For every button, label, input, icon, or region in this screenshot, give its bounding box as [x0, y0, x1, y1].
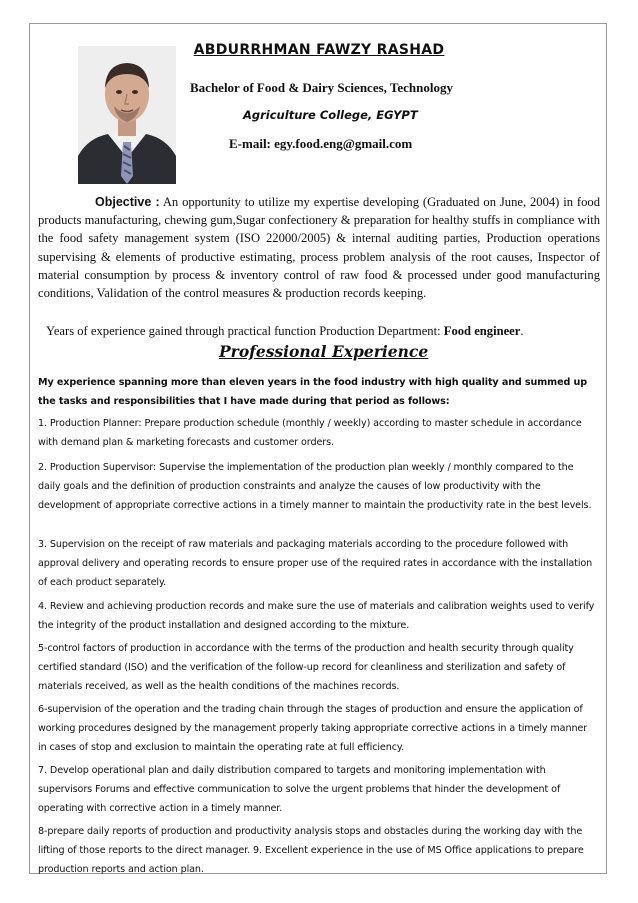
experience-intro: My experience spanning more than eleven years in the food industry with high quality and summed up the tasks and responsibilities that I have made during that period as follows: — [38, 377, 587, 407]
candidate-name: ABDURRHMAN FAWZY RASHAD — [193, 42, 445, 58]
degree-line: Bachelor of Food & Dairy Sciences, Technology — [190, 80, 454, 95]
section-title-professional-experience: Professional Experience — [219, 342, 429, 361]
objective-paragraph — [38, 193, 600, 302]
experience-item: 1. Production Planner: Prepare production schedule (monthly / weekly) according to master schedule in accordance with demand plan & marketing forecasts and customer orders. — [38, 418, 582, 448]
years-end: . — [520, 324, 524, 338]
experience-item: 2. Production Supervisor: Supervise the implementation of the production plan weekly / monthly compared to the daily goals and the definition of production constraints and analyze the causes of low productivity with the development of appropriate corrective actions in a timely manner to maintain the productivity rate in the best levels. — [38, 462, 592, 511]
experience-item: 7. Develop operational plan and daily distribution compared to targets and monitoring implementation with supervisors Forums and effective communication to solve the urgent problems that hinder the development of operating with corrective action in a timely manner. — [38, 765, 561, 814]
experience-item: 5-control factors of production in accordance with the terms of the production and health security through quality certified standard (ISO) and the verification of the follow-up record for cleanliness and sterilization and safety of materials received, as well as the health conditions of the machines records. — [38, 643, 574, 692]
experience-item: 3. Supervision on the receipt of raw materials and packaging materials according to the procedure followed with approval delivery and operating records to ensure proper use of the required rates in accordance with the installation of each product separately. — [38, 539, 593, 588]
profile-photo — [78, 46, 176, 184]
objective-text: An opportunity to utilize my expertise developing (Graduated on June, 2004) in food products manufacturing, chewing gum,Sugar confectionery & preparation for healthy stuffs in compliance with the food safety management system (ISO 22000/2005) & internal auditing parties, Production operations supervising & elements of productive estimating, process problem analysis of the root causes, Inspector of material consumption by process & inventory control of raw food & processed under good manufacturing conditions, Validation of the control measures & production records keeping. — [38, 195, 600, 301]
experience-item: 6-supervision of the operation and the trading chain through the stages of production and ensure the application of working procedures designed by the management properly taking appropriate corrective actions in a timely manner in cases of stop and exclusion to maintain the operating rate at full efficiency. — [38, 704, 588, 753]
years-text: Years of experience gained through practical function Production Department: — [46, 324, 444, 338]
experience-item: 4. Review and achieving production records and make sure the use of materials and calibration weights used to verify the integrity of the product installation and designed according to the mixture. — [38, 601, 595, 631]
portrait-image — [78, 46, 176, 184]
email-line[interactable]: E-mail: egy.food.eng@gmail.com — [229, 136, 413, 151]
college-line: Agriculture College, EGYPT — [243, 108, 418, 122]
role-title: Food engineer — [443, 324, 521, 338]
years-of-experience-line — [46, 324, 524, 339]
experience-item: 8-prepare daily reports of production and productivity analysis stops and obstacles during the working day with the lifting of those reports to the direct manager. 9. Excellent experience in the use of MS Office applications to prepare production reports and action plan. — [38, 826, 584, 875]
objective-label: Objective : — [95, 195, 160, 209]
